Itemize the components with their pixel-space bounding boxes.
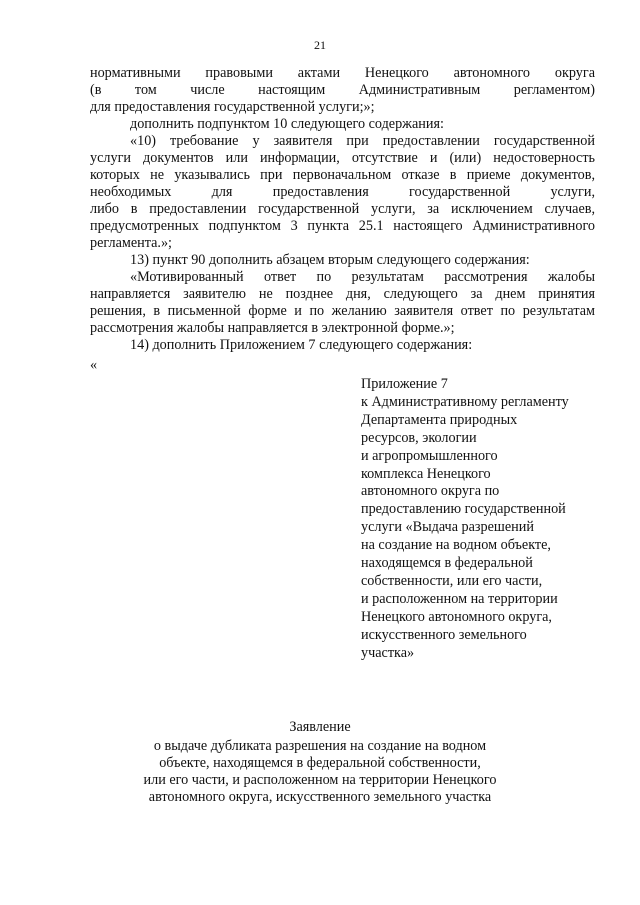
appendix-line: собственности, или его части, — [361, 572, 543, 589]
body-line: предусмотренных подпунктом 3 пункта 25.1 настоящего Административного — [90, 218, 595, 234]
body-line: необходимых для предоставления государственной услуги, — [90, 184, 595, 200]
body-line: регламента.»; — [90, 235, 172, 251]
appendix-line: автономного округа по — [361, 483, 500, 500]
appendix-line: ресурсов, экологии — [361, 429, 477, 446]
appendix-line: и расположенном на территории — [361, 590, 558, 607]
appendix-line: Ненецкого автономного округа, — [361, 608, 552, 625]
appendix-line: искусственного земельного — [361, 626, 527, 643]
body-line: 14) дополнить Приложением 7 следующего содержания: — [130, 337, 473, 353]
statement-line: о выдаче дубликата разрешения на создание на водном — [153, 738, 487, 754]
body-line: рассмотрения жалобы направляется в электронной форме.»; — [90, 320, 455, 336]
body-line: 13) пункт 90 дополнить абзацем вторым следующего содержания: — [130, 252, 530, 268]
appendix-line: на создание на водном объекте, — [361, 537, 551, 554]
body-line: дополнить подпунктом 10 следующего содержания: — [130, 116, 444, 132]
body-line: «10) требование у заявителя при предоставлении государственной — [130, 133, 595, 149]
body-line: услуги документов или информации, отсутствие и (или) недостоверность — [90, 150, 595, 166]
statement-line: или его части, и расположенном на территории Ненецкого — [143, 772, 497, 788]
appendix-line: Департамента природных — [361, 411, 518, 428]
body-line: нормативными правовыми актами Ненецкого автономного округа — [90, 65, 595, 81]
statement-line: объекте, находящемся в федеральной собственности, — [159, 755, 481, 771]
statement-line: автономного округа, искусственного земельного участка — [148, 789, 492, 805]
body-line: «Мотивированный ответ по результатам рассмотрения жалобы — [130, 269, 595, 285]
appendix-line: предоставлению государственной — [361, 501, 566, 518]
appendix-line: услуги «Выдача разрешений — [361, 519, 534, 536]
body-line: направляется заявителю не позднее дня, следующего за днем принятия — [90, 286, 595, 302]
body-line: (в том числе настоящим Административным регламентом) — [90, 82, 595, 98]
page-number: 21 — [314, 38, 326, 52]
body-line: решения, в письменной форме и по желанию заявителя ответ по результатам — [90, 303, 595, 319]
appendix-line: комплекса Ненецкого — [361, 465, 491, 482]
statement-title: Заявление — [289, 719, 351, 735]
appendix-header — [361, 376, 601, 663]
appendix-line: участка» — [361, 644, 415, 661]
body-line: для предоставления государственной услуги;»; — [90, 99, 375, 115]
appendix-line: Приложение 7 — [361, 376, 448, 392]
body-line: либо в предоставлении государственной услуги, за исключением случаев, — [90, 201, 595, 217]
body-line: которых не указывались при первоначальном отказе в приеме документов, — [90, 167, 595, 183]
opening-quote: « — [90, 357, 98, 373]
appendix-line: и агропромышленного — [361, 447, 498, 464]
appendix-line: находящемся в федеральной — [361, 555, 533, 572]
appendix-line: к Административному регламенту — [361, 393, 569, 410]
